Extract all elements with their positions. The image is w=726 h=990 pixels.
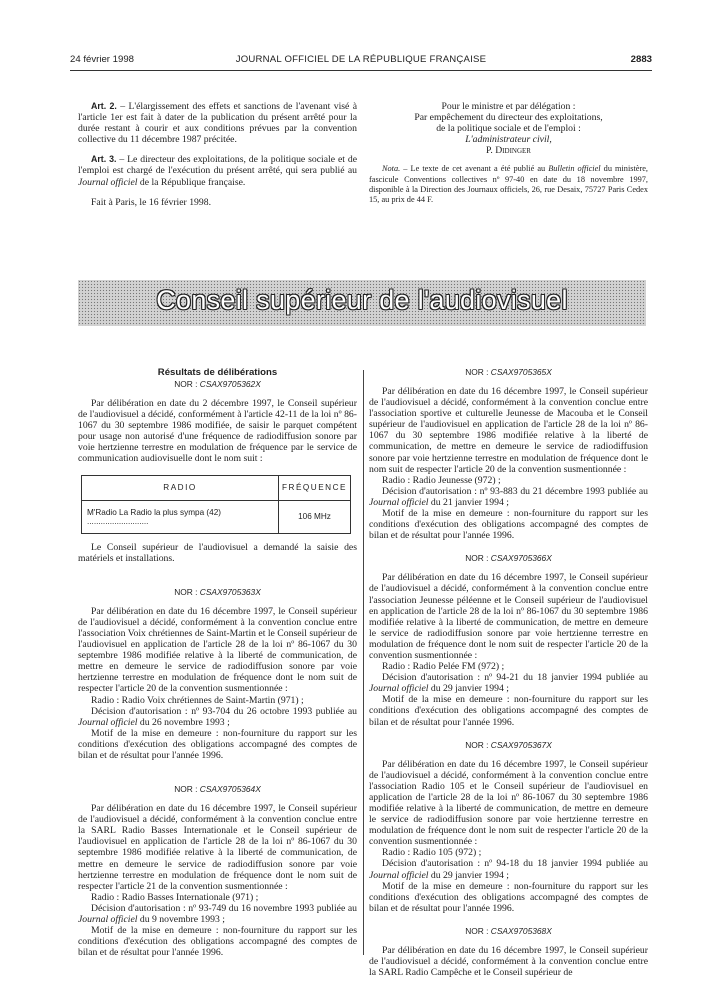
nor-7-code: CSAX9705368X	[490, 925, 552, 936]
column-divider	[363, 370, 364, 955]
table-header-frequency: FRÉQUENCE	[279, 475, 351, 500]
s2-radio: Radio : Radio Voix chrétiennes de Saint-Martin (971) ;	[91, 694, 304, 706]
table-dot-leader: ...........................	[87, 516, 149, 526]
s2-decision	[78, 706, 357, 728]
left-column	[78, 367, 357, 958]
s3-decision-a: Décision d'autorisation : nº 93-749 du 16 novembre 1993 publiée au	[91, 902, 357, 914]
nor-4	[369, 367, 648, 378]
nor-7	[369, 926, 648, 937]
s3-decision-italic: Journal officiel	[78, 914, 138, 925]
sig-line-1: Pour le ministre et par délégation :	[441, 101, 576, 112]
s4-decision-a: Décision d'autorisation : nº 93-883 du 21 décembre 1993 publiée au	[382, 485, 648, 497]
radio-frequency-table	[81, 475, 351, 534]
s7-paragraph: Par délibération en date du 16 décembre 1997, le Conseil supérieur de l'audiovisuel a décidé, conformément à la convention conclue entre la SARL Radio Campêche et le Conseil supérieur de	[369, 944, 648, 979]
nor-3-prefix: NOR :	[174, 784, 200, 795]
s5-decision-a: Décision d'autorisation : nº 94-21 du 18 janvier 1994 publiée au	[382, 672, 648, 684]
nor-2-code: CSAX9705363X	[199, 586, 261, 597]
top-left-column	[78, 101, 357, 208]
section-title: Résultats de délibérations	[157, 367, 278, 378]
article-3	[78, 154, 357, 187]
nota-italic: Bulletin officiel	[548, 164, 601, 174]
nor-1	[78, 379, 357, 390]
s4-paragraph: Par délibération en date du 16 décembre 1997, le Conseil supérieur de l'audiovisuel a décidé, conformément à la convention conclue entre l'association sportive et culturelle Jeunesse de Macouba et le Conseil supérieur de l'audiovisuel en application de l'article 28 de la loi nº 86-1067 du 30 septembre 1986 modifiée relative à la liberté de communication, de mettre en demeure le service de radiodiffusion sonore par voie hertzienne terrestre en modulation de fréquence dont le nom suit de respecter l'article 20 de la convention susmentionnée :	[369, 386, 648, 475]
nota-label: Nota.	[382, 164, 401, 174]
table-cell-radio	[82, 500, 279, 533]
s5-radio: Radio : Radio Pelée FM (972) ;	[382, 661, 505, 673]
s3-radio: Radio : Radio Basses Internationale (971) ;	[91, 891, 259, 903]
nor-4-prefix: NOR :	[465, 367, 491, 377]
nor-5-prefix: NOR :	[465, 553, 491, 564]
s6-decision-a: Décision d'autorisation : nº 94-18 du 18 janvier 1994 publiée au	[382, 858, 648, 870]
s4-decision-italic: Journal officiel	[369, 496, 429, 508]
s6-decision-b: du 29 janvier 1994 ;	[428, 869, 509, 881]
article-2-label: Art. 2.	[91, 101, 117, 111]
table-cell-frequency: 106 MHz	[298, 512, 331, 522]
nota	[369, 164, 648, 204]
s3-paragraph: Par délibération en date du 16 décembre 1997, le Conseil supérieur de l'audiovisuel a décidé, conformément à la convention conclue entre la SARL Radio Basses Internationale et le Conseil supérieur de l'audiovisuel en application de l'article 28 de la loi nº 86-1067 du 30 septembre 1986 modifiée relative à la liberté de communication, de mettre en demeure le service de radiodiffusion sonore par voie hertzienne terrestre en modulation de fréquence dont le nom suit de respecter l'article 21 de la convention susmentionnée :	[78, 803, 357, 892]
nor-7-prefix: NOR :	[465, 925, 491, 936]
table-row	[82, 500, 351, 533]
nor-4-code: CSAX9705365X	[490, 367, 552, 377]
sig-line-3: de la politique sociale et de l'emploi :	[436, 123, 581, 135]
top-right-column	[369, 101, 648, 205]
s2-motif: Motif de la mise en demeure : non-fourniture du rapport sur les conditions d'exécution des obligations accompagné des comptes de bilan et de résultat pour l'année 1996.	[78, 727, 357, 761]
s1-paragraph: Par délibération en date du 2 décembre 1997, le Conseil supérieur de l'audiovisuel a décidé, conformément à l'article 42-11 de la loi nº 86-1067 du 30 septembre 1986 modifiée, de saisir le parquet compétent pour usage non autorisé d'une fréquence de radiodiffusion sonore par voie hertzienne terrestre en modulation de fréquence par le service de communication audiovisuelle dont le nom suit :	[78, 398, 357, 465]
s4-decision-b: du 21 janvier 1994 ;	[428, 496, 509, 508]
article-3-text-b: de la République française.	[137, 176, 246, 188]
s6-motif: Motif de la mise en demeure : non-fourniture du rapport sur les conditions d'exécution des obligations accompagné des comptes de bilan et de résultat pour l'année 1996.	[369, 880, 648, 914]
header-journal-title: JOURNAL OFFICIEL DE LA RÉPUBLIQUE FRANÇAISE	[235, 54, 487, 65]
banner-title: Conseil supérieur de l'audiovisuel	[156, 285, 568, 315]
sig-line-2: Par empêchement du directeur des exploitations,	[414, 112, 603, 124]
s3-decision-b: du 9 novembre 1993 ;	[137, 914, 225, 925]
done-at: Fait à Paris, le 16 février 1998.	[91, 196, 211, 208]
s5-paragraph: Par délibération en date du 16 décembre 1997, le Conseil supérieur de l'audiovisuel a décidé, conformément à la convention conclue entre l'association Jeunesse péléenne et le Conseil supérieur de l'audiovisuel en application de l'article 28 de la loi nº 86-1067 du 30 septembre 1986 modifiée relative à la liberté de communication, de mettre en demeure le service de radiodiffusion sonore par voie hertzienne terrestre en modulation de fréquence dont le nom suit de respecter l'article 20 de la convention susmentionnée :	[369, 572, 648, 661]
s3-motif: Motif de la mise en demeure : non-fourniture du rapport sur les conditions d'exécution des obligations accompagné des comptes de bilan et de résultat pour l'année 1996.	[78, 925, 357, 959]
s4-radio: Radio : Radio Jeunesse (972) ;	[382, 474, 501, 486]
s6-decision	[369, 858, 648, 880]
header-page-number: 2883	[630, 54, 652, 65]
article-3-text-a: – Le directeur des exploitations, de la politique sociale et de l'emploi est chargé de l'exécution du présent arrêté, qui sera publié au	[78, 154, 357, 177]
article-2	[78, 101, 357, 145]
s1-after: Le Conseil supérieur de l'audiovisuel a demandé la saisie des matériels et installations.	[78, 541, 357, 564]
s5-motif: Motif de la mise en demeure : non-fourniture du rapport sur les conditions d'exécution des obligations accompagné des comptes de bilan et de résultat pour l'année 1996.	[369, 694, 648, 728]
s6-paragraph: Par délibération en date du 16 décembre 1997, le Conseil supérieur de l'audiovisuel a décidé, conformément à la convention conclue entre l'association Radio 105 et le Conseil supérieur de l'audiovisuel en application de l'article 28 de la loi nº 86-1067 du 30 septembre 1986 modifiée relative à la liberté de communication, de mettre en demeure le service de radiodiffusion sonore par voie hertzienne terrestre en modulation de fréquence dont le nom suit de respecter l'article 20 de la convention susmentionnée :	[369, 758, 648, 848]
sig-line-4: L'administrateur civil,	[465, 134, 552, 146]
header-date: 24 février 1998	[70, 54, 134, 65]
table-header-radio: RADIO	[82, 475, 279, 500]
sig-line-5: P. Didinger	[486, 145, 531, 157]
article-3-italic: Journal officiel	[78, 176, 138, 188]
s5-decision-italic: Journal officiel	[369, 683, 429, 695]
s6-radio: Radio : Radio 105 (972) ;	[382, 847, 482, 859]
s2-decision-italic: Journal officiel	[78, 716, 138, 728]
s2-paragraph: Par délibération en date du 16 décembre 1997, le Conseil supérieur de l'audiovisuel a décidé, conformément à la convention conclue entre l'association Voix chrétiennes de Saint-Martin et le Conseil supérieur de l'audiovisuel en application de l'article 28 de la loi nº 86-1067 du 30 septembre 1986 modifiée relative à la liberté de communication, de mettre en demeure le service de radiodiffusion sonore par voie hertzienne terrestre en modulation de fréquence dont le nom suit de respecter l'article 20 de la convention susmentionnée :	[78, 605, 357, 695]
s6-decision-italic: Journal officiel	[369, 869, 429, 881]
nota-text-b: du ministère, fascicule Conventions collectives nº 97-40 en date du 18 novembre 1997, disponible à la Direction des Journaux officiels, 26, rue Desaix, 75727 Paris Cedex 15, au prix de 44 F.	[369, 164, 648, 204]
header-rule	[70, 70, 652, 71]
nota-text-a: – Le texte de cet avenant a été publié au	[400, 164, 549, 174]
nor-3-code: CSAX9705364X	[199, 784, 261, 795]
table-radio-name: M'Radio La Radio la plus sympa (42)	[87, 507, 221, 517]
nor-1-code: CSAX9705362X	[199, 379, 261, 389]
right-column	[369, 367, 648, 978]
running-header	[70, 54, 652, 68]
nor-6-code: CSAX9705367X	[490, 739, 552, 750]
nor-3	[78, 784, 357, 795]
s4-decision	[369, 486, 648, 508]
nor-1-prefix: NOR :	[174, 379, 200, 389]
s2-decision-a: Décision d'autorisation : nº 93-704 du 26 octobre 1993 publiée au	[91, 705, 357, 717]
nor-2	[78, 587, 357, 598]
table-header-row	[82, 475, 351, 500]
nor-2-prefix: NOR :	[174, 586, 200, 597]
s4-motif: Motif de la mise en demeure : non-fourniture du rapport sur les conditions d'exécution des obligations accompagné des comptes de bilan et de résultat pour l'année 1996.	[369, 508, 648, 542]
article-2-text: – L'élargissement des effets et sanctions de l'avenant visé à l'article 1er est fait à dater de la publication du présent arrêté pour la durée restant à courir et aux conditions prévues par la convention collective du 11 décembre 1987 précitée.	[78, 101, 357, 146]
nor-5-code: CSAX9705366X	[490, 553, 552, 564]
signature-block	[369, 101, 648, 156]
nor-6	[369, 740, 648, 751]
article-3-label: Art. 3.	[91, 154, 117, 165]
s5-decision-b: du 29 janvier 1994 ;	[428, 683, 509, 695]
section-banner	[78, 280, 646, 326]
s2-decision-b: du 26 novembre 1993 ;	[137, 716, 230, 728]
s5-decision	[369, 672, 648, 694]
nor-5	[369, 553, 648, 564]
s3-decision	[78, 903, 357, 925]
nor-6-prefix: NOR :	[465, 739, 491, 750]
